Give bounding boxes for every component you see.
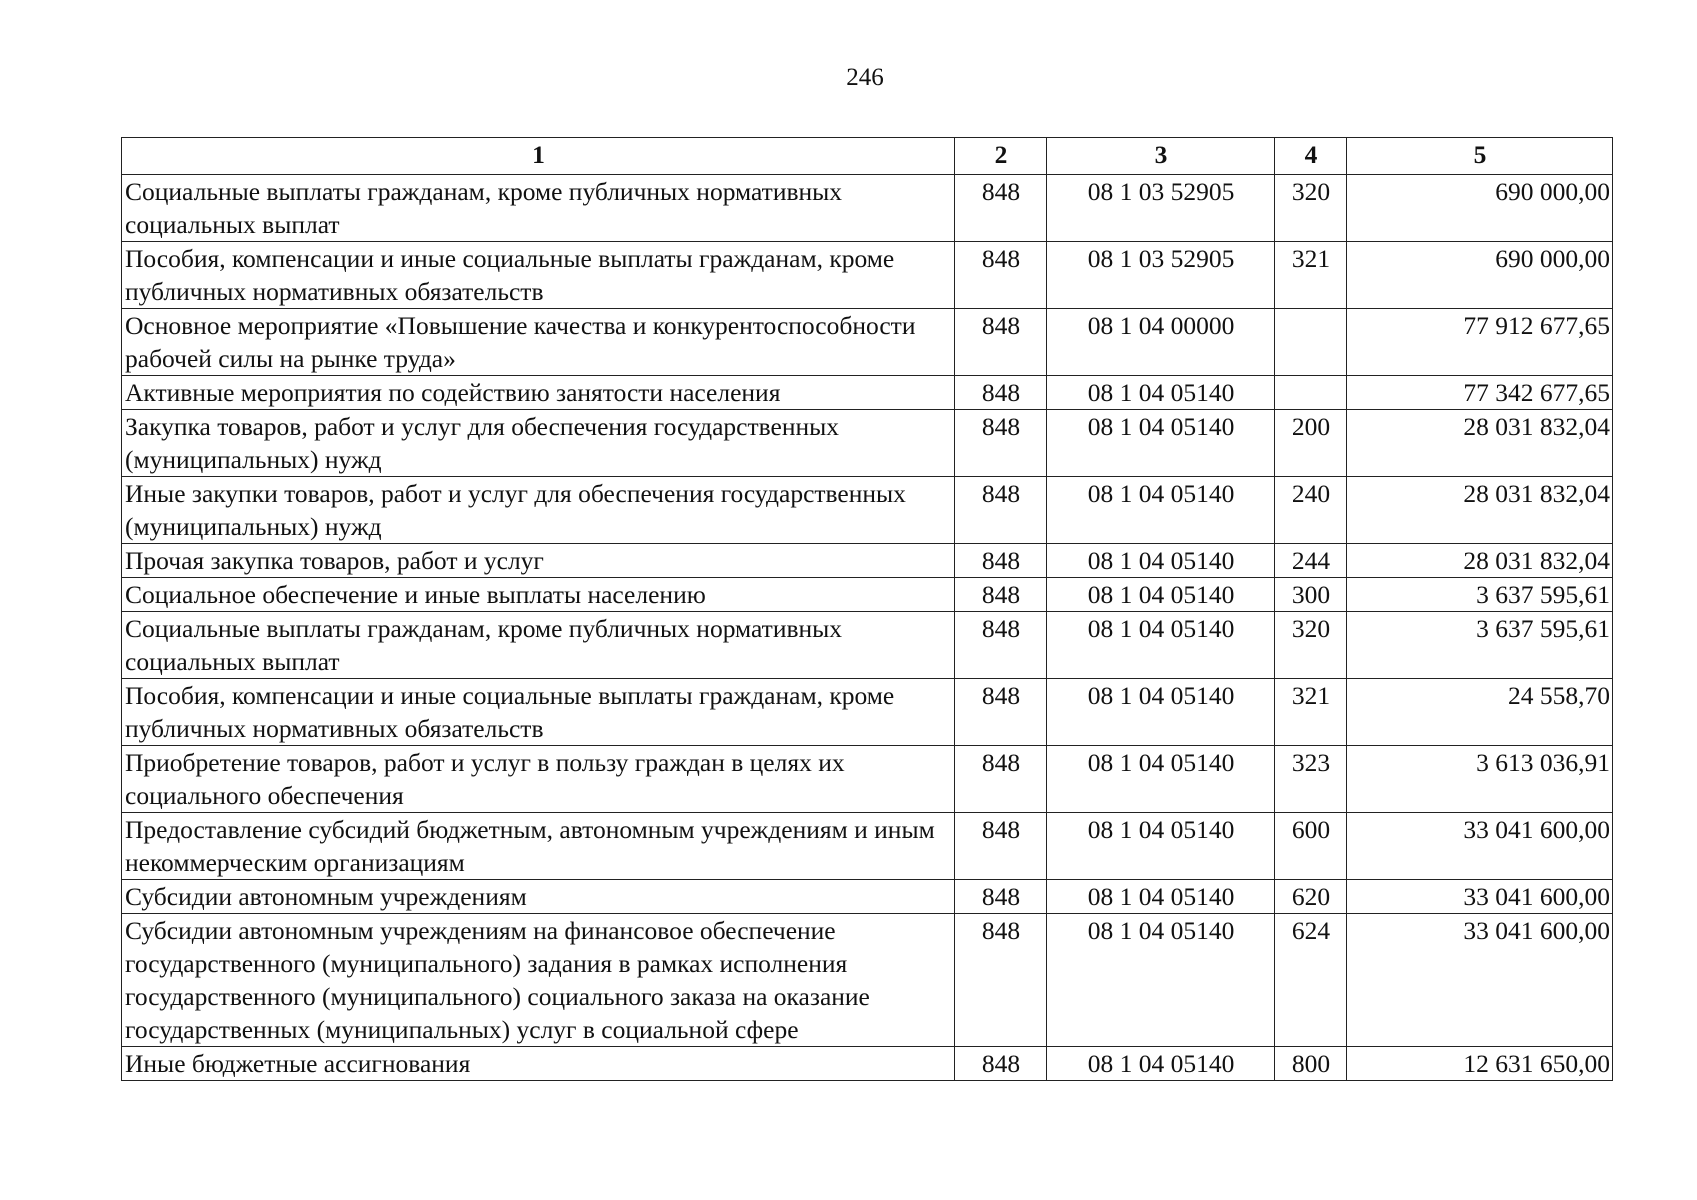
cell-target-article: 08 1 04 05140 [1047, 813, 1275, 880]
cell-amount: 33 041 600,00 [1347, 914, 1613, 1047]
cell-amount: 28 031 832,04 [1347, 410, 1613, 477]
table-row [122, 1047, 1613, 1081]
table-row [122, 578, 1613, 612]
table-row [122, 477, 1613, 544]
cell-expense-type [1275, 309, 1347, 376]
cell-admin-code: 848 [955, 544, 1047, 578]
cell-target-article: 08 1 04 05140 [1047, 914, 1275, 1047]
table-row [122, 376, 1613, 410]
cell-target-article: 08 1 04 05140 [1047, 410, 1275, 477]
cell-expense-type: 321 [1275, 679, 1347, 746]
cell-amount: 33 041 600,00 [1347, 880, 1613, 914]
cell-admin-code: 848 [955, 880, 1047, 914]
column-header-amount: 5 [1347, 138, 1613, 175]
cell-amount: 690 000,00 [1347, 242, 1613, 309]
cell-amount: 3 613 036,91 [1347, 746, 1613, 813]
cell-name: Субсидии автономным учреждениям [122, 880, 955, 914]
cell-admin-code: 848 [955, 578, 1047, 612]
cell-target-article: 08 1 04 05140 [1047, 544, 1275, 578]
cell-admin-code: 848 [955, 914, 1047, 1047]
cell-expense-type: 244 [1275, 544, 1347, 578]
cell-target-article: 08 1 04 05140 [1047, 376, 1275, 410]
cell-name: Пособия, компенсации и иные социальные выплаты гражданам, кроме публичных нормативных обязательств [122, 679, 955, 746]
cell-amount: 77 342 677,65 [1347, 376, 1613, 410]
cell-expense-type: 323 [1275, 746, 1347, 813]
cell-name: Субсидии автономным учреждениям на финансовое обеспечение государственного (муниципального) задания в рамках исполнения государственного (муниципального) социального заказа на оказание государственных (муниципальных) услуг в социальной сфере [122, 914, 955, 1047]
cell-admin-code: 848 [955, 309, 1047, 376]
header-row [122, 138, 1613, 175]
cell-target-article: 08 1 03 52905 [1047, 242, 1275, 309]
cell-admin-code: 848 [955, 813, 1047, 880]
cell-amount: 24 558,70 [1347, 679, 1613, 746]
cell-name: Закупка товаров, работ и услуг для обеспечения государственных (муниципальных) нужд [122, 410, 955, 477]
cell-amount: 33 041 600,00 [1347, 813, 1613, 880]
cell-amount: 3 637 595,61 [1347, 578, 1613, 612]
cell-name: Иные закупки товаров, работ и услуг для обеспечения государственных (муниципальных) нужд [122, 477, 955, 544]
cell-target-article: 08 1 04 05140 [1047, 477, 1275, 544]
cell-target-article: 08 1 04 00000 [1047, 309, 1275, 376]
table-row [122, 813, 1613, 880]
cell-name: Иные бюджетные ассигнования [122, 1047, 955, 1081]
cell-expense-type: 800 [1275, 1047, 1347, 1081]
table-row [122, 679, 1613, 746]
cell-amount: 3 637 595,61 [1347, 612, 1613, 679]
cell-expense-type: 300 [1275, 578, 1347, 612]
table-row [122, 746, 1613, 813]
budget-table [121, 137, 1613, 1081]
cell-admin-code: 848 [955, 242, 1047, 309]
cell-admin-code: 848 [955, 746, 1047, 813]
cell-target-article: 08 1 04 05140 [1047, 1047, 1275, 1081]
cell-amount: 12 631 650,00 [1347, 1047, 1613, 1081]
column-header-target-article: 3 [1047, 138, 1275, 175]
cell-name: Социальное обеспечение и иные выплаты населению [122, 578, 955, 612]
cell-expense-type [1275, 376, 1347, 410]
cell-expense-type: 620 [1275, 880, 1347, 914]
cell-expense-type: 320 [1275, 612, 1347, 679]
cell-admin-code: 848 [955, 679, 1047, 746]
table-row [122, 544, 1613, 578]
cell-expense-type: 320 [1275, 175, 1347, 242]
cell-name: Пособия, компенсации и иные социальные выплаты гражданам, кроме публичных нормативных обязательств [122, 242, 955, 309]
cell-target-article: 08 1 04 05140 [1047, 679, 1275, 746]
cell-admin-code: 848 [955, 612, 1047, 679]
cell-target-article: 08 1 04 05140 [1047, 880, 1275, 914]
column-header-admin-code: 2 [955, 138, 1047, 175]
cell-admin-code: 848 [955, 376, 1047, 410]
cell-amount: 77 912 677,65 [1347, 309, 1613, 376]
cell-admin-code: 848 [955, 410, 1047, 477]
cell-name: Приобретение товаров, работ и услуг в пользу граждан в целях их социального обеспечения [122, 746, 955, 813]
cell-amount: 690 000,00 [1347, 175, 1613, 242]
cell-target-article: 08 1 04 05140 [1047, 578, 1275, 612]
table-row [122, 880, 1613, 914]
cell-name: Активные мероприятия по содействию занятости населения [122, 376, 955, 410]
cell-target-article: 08 1 04 05140 [1047, 746, 1275, 813]
cell-expense-type: 624 [1275, 914, 1347, 1047]
cell-name: Социальные выплаты гражданам, кроме публичных нормативных социальных выплат [122, 612, 955, 679]
table-row [122, 410, 1613, 477]
cell-expense-type: 321 [1275, 242, 1347, 309]
cell-admin-code: 848 [955, 1047, 1047, 1081]
cell-amount: 28 031 832,04 [1347, 544, 1613, 578]
cell-expense-type: 600 [1275, 813, 1347, 880]
cell-admin-code: 848 [955, 477, 1047, 544]
table-row [122, 914, 1613, 1047]
page-number: 246 [846, 64, 884, 91]
cell-target-article: 08 1 04 05140 [1047, 612, 1275, 679]
table-row [122, 242, 1613, 309]
cell-expense-type: 200 [1275, 410, 1347, 477]
cell-admin-code: 848 [955, 175, 1047, 242]
table-row [122, 612, 1613, 679]
column-header-name: 1 [122, 138, 955, 175]
table-row [122, 175, 1613, 242]
cell-name: Прочая закупка товаров, работ и услуг [122, 544, 955, 578]
cell-name: Социальные выплаты гражданам, кроме публичных нормативных социальных выплат [122, 175, 955, 242]
column-header-expense-type: 4 [1275, 138, 1347, 175]
cell-amount: 28 031 832,04 [1347, 477, 1613, 544]
table-row [122, 309, 1613, 376]
cell-expense-type: 240 [1275, 477, 1347, 544]
cell-name: Предоставление субсидий бюджетным, автономным учреждениям и иным некоммерческим организациям [122, 813, 955, 880]
cell-name: Основное мероприятие «Повышение качества и конкурентоспособности рабочей силы на рынке труда» [122, 309, 955, 376]
cell-target-article: 08 1 03 52905 [1047, 175, 1275, 242]
